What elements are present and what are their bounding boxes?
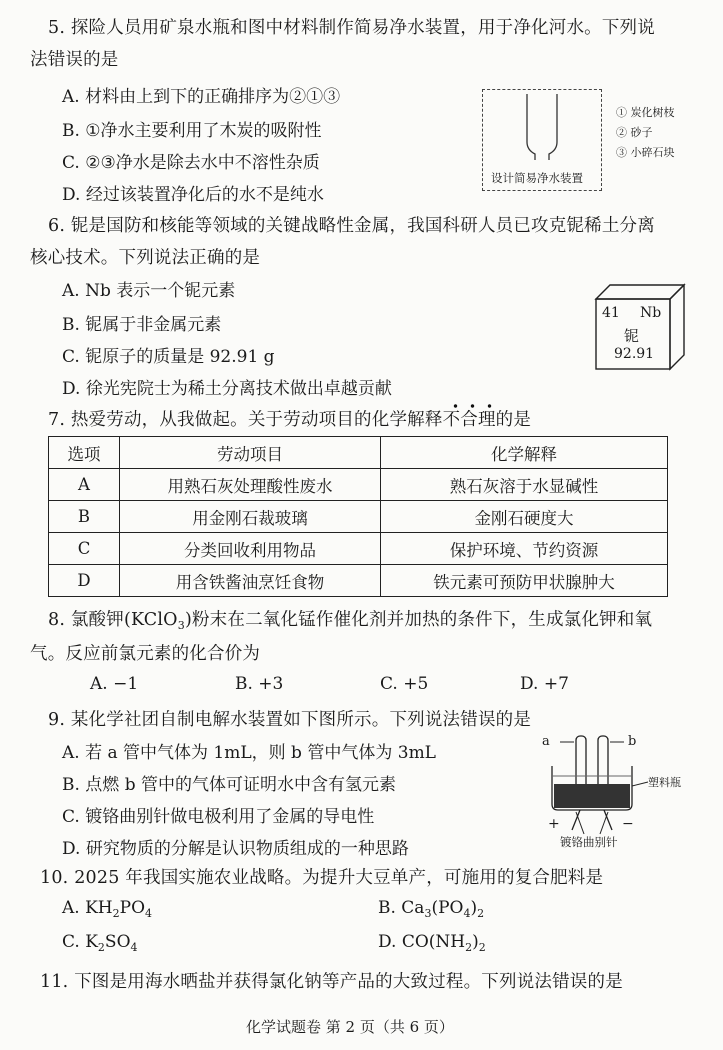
q8-stem-line2: 气。反应前氯元素的化合价为 [30, 644, 261, 664]
table-cell: D [49, 565, 120, 597]
table-cell: 分类回收利用物品 [120, 533, 381, 565]
q5-legend-2: ② 砂子 [616, 126, 653, 139]
q6-stem-line2: 核心技术。下列说法正确的是 [30, 248, 261, 268]
q10-option-d: D. $CO(NH_2)_2$ [378, 932, 486, 954]
q9-label-a: a [542, 734, 550, 749]
purifier-bottle-icon [483, 90, 601, 170]
table-row [49, 533, 668, 565]
q8-option-c: C. +5 [380, 674, 429, 694]
q5-option-d: D. 经过该装置净化后的水不是纯水 [62, 185, 324, 205]
q7-stem: 7. 热爱劳动，从我做起。关于劳动项目的化学解释不合理的是 [48, 410, 532, 430]
table-header: 劳动项目 [120, 437, 381, 469]
q9-option-d: D. 研究物质的分解是认识物质组成的一种思路 [62, 839, 409, 859]
q10-option-c: C. $K_2SO_4$ [62, 932, 138, 954]
table-row [49, 469, 668, 501]
q9-bottle-label: 塑料瓶 [648, 776, 681, 789]
q10-option-a: A. $KH_2PO_4$ [62, 898, 153, 920]
q6-option-b: B. 铌属于非金属元素 [62, 315, 222, 335]
q5-stem-line1: 5. 探险人员用矿泉水瓶和图中材料制作简易净水装置，用于净化河水。下列说 [48, 18, 655, 38]
q9-label-b: b [628, 734, 637, 749]
q5-option-b: B. ①净水主要利用了木炭的吸附性 [62, 121, 322, 141]
q10-stem: 10. 2025 年我国实施农业战略。为提升大豆单产，可施用的复合肥料是 [40, 868, 604, 888]
table-cell: C [49, 533, 120, 565]
q8-option-b: B. +3 [235, 674, 284, 694]
q5-option-a: A. 材料由上到下的正确排序为②①③ [62, 87, 341, 107]
q5-figure-caption: 设计简易净水装置 [491, 171, 583, 185]
q6-option-a: A. Nb 表示一个铌元素 [62, 281, 236, 301]
table-cell: 金刚石硬度大 [381, 501, 668, 533]
table-row [49, 565, 668, 597]
table-cell: 用熟石灰处理酸性废水 [120, 469, 381, 501]
electrolysis-apparatus-icon [540, 734, 690, 850]
element-symbol: Nb [640, 305, 662, 321]
table-header-row [49, 437, 668, 469]
q6-element-card [594, 283, 686, 371]
q7-table [48, 436, 668, 597]
q9-option-b: B. 点燃 b 管中的气体可证明水中含有氢元素 [62, 775, 396, 795]
q5-stem-line2: 法错误的是 [30, 50, 119, 70]
q9-option-a: A. 若 a 管中气体为 1mL，则 b 管中气体为 3mL [62, 743, 436, 763]
q5-option-c: C. ②③净水是除去水中不溶性杂质 [62, 153, 320, 173]
q5-purifier-figure [482, 89, 602, 191]
q9-electrolysis-figure [540, 734, 690, 850]
element-number: 41 [602, 305, 620, 321]
table-cell: 熟石灰溶于水显碱性 [381, 469, 668, 501]
q9-stem: 9. 某化学社团自制电解水装置如下图所示。下列说法错误的是 [48, 710, 532, 730]
q6-stem-line1: 6. 铌是国防和核能等领域的关键战略性金属，我国科研人员已攻克铌稀土分离 [48, 216, 655, 236]
q7-stem-emphasis: 不合理 [442, 410, 496, 430]
element-name: 铌 [624, 327, 640, 345]
table-cell: A [49, 469, 120, 501]
table-cell: 铁元素可预防甲状腺肿大 [381, 565, 668, 597]
q11-stem: 11. 下图是用海水晒盐并获得氯化钠等产品的大致过程。下列说法错误的是 [40, 972, 623, 992]
q5-legend-3: ③ 小碎石块 [616, 146, 675, 159]
table-row [49, 501, 668, 533]
q9-option-c: C. 镀铬曲别针做电极利用了金属的导电性 [62, 807, 375, 827]
q9-plus-sign: + [548, 816, 560, 832]
q8-option-d: D. +7 [520, 674, 569, 694]
q6-option-d: D. 徐光宪院士为稀土分离技术做出卓越贡献 [62, 379, 392, 399]
q9-clip-label: 镀铬曲别针 [560, 835, 618, 849]
q10-option-b: B. $Ca_3(PO_4)_2$ [378, 898, 485, 920]
element-mass: 92.91 [614, 346, 655, 362]
q9-minus-sign: − [622, 816, 634, 832]
table-cell: 保护环境、节约资源 [381, 533, 668, 565]
table-header: 化学解释 [381, 437, 668, 469]
q6-option-c: C. 铌原子的质量是 92.91 g [62, 347, 275, 367]
table-cell: 用含铁酱油烹饪食物 [120, 565, 381, 597]
q8-stem-line1: 8. 氯酸钾(KClO$_3$)粉末在二氧化锰作催化剂并加热的条件下，生成氯化钾和氧 [48, 610, 653, 632]
table-cell: B [49, 501, 120, 533]
table-cell: 用金刚石裁玻璃 [120, 501, 381, 533]
q5-legend-1: ① 炭化树枝 [616, 106, 675, 119]
table-header: 选项 [49, 437, 120, 469]
page-footer: 化学试题卷 第 2 页（共 6 页） [246, 1018, 454, 1036]
q8-option-a: A. −1 [90, 674, 139, 694]
